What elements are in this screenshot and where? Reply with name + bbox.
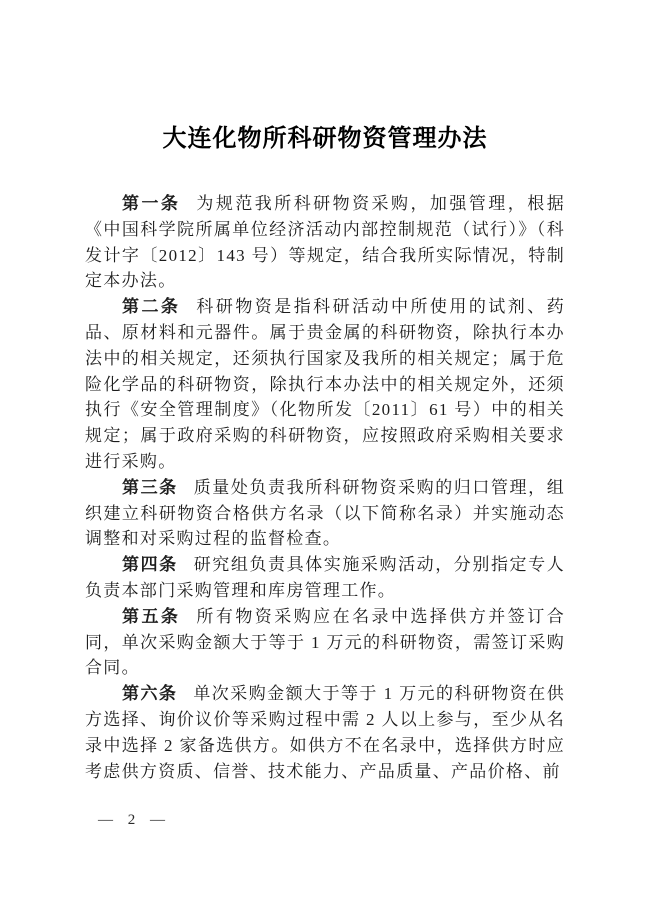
page-footer: [98, 812, 166, 829]
document-body: [85, 191, 565, 784]
article-6: [85, 681, 565, 784]
article-4-number: 第四条: [122, 555, 178, 575]
article-2: [85, 294, 565, 475]
article-3: [85, 475, 565, 552]
article-2-number: 第二条: [122, 297, 181, 317]
article-4-text: 研究组负责具体实施采购活动，分别指定专人负责本部门采购管理和库房管理工作。: [85, 555, 565, 600]
article-3-number: 第三条: [122, 477, 178, 497]
article-1: [85, 191, 565, 294]
article-5-number: 第五条: [122, 606, 181, 626]
article-6-number: 第六条: [122, 684, 178, 704]
article-3-text: 质量处负责我所科研物资采购的归口管理，组织建立科研物资合格供方名录（以下简称名录）并实施动态调整和对采购过程的监督检查。: [85, 477, 565, 549]
article-1-text: 为规范我所科研物资采购，加强管理，根据《中国科学院所属单位经济活动内部控制规范（试行）》（科发计字〔2012〕143 号）等规定，结合我所实际情况，特制定本办法。: [85, 194, 565, 291]
article-5: [85, 604, 565, 681]
article-1-number: 第一条: [122, 194, 181, 213]
article-2-text: 科研物资是指科研活动中所使用的试剂、药品、原材料和元器件。属于贵金属的科研物资，除执行本办法中的相关规定，还须执行国家及我所的相关规定；属于危险化学品的科研物资，除执行本办法中的相关规定外，还须执行《安全管理制度》（化物所发〔2011〕61 号）中的相关规定；属于政府采购的科研物资，应按照政府采购相关要求进行采购。: [85, 297, 565, 471]
page-number: — 2 —: [98, 812, 166, 828]
article-6-text: 单次采购金额大于等于 1 万元的科研物资在供方选择、询价议价等采购过程中需 2 人以上参与，至少从名录中选择 2 家备选供方。如供方不在名录中，选择供方时应考虑供方资质、信誉、技术能力、产品质量、产品价格、前: [85, 684, 565, 781]
article-4: [85, 552, 565, 604]
document-title: 大连化物所科研物资管理办法: [162, 126, 488, 152]
article-5-text: 所有物资采购应在名录中选择供方并签订合同，单次采购金额大于等于 1 万元的科研物资，需签订采购合同。: [85, 606, 565, 678]
